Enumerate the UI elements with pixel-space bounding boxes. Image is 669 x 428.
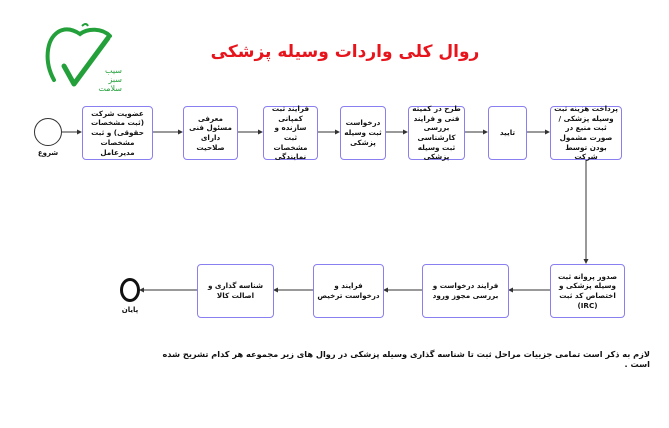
logo-line: سیب [105, 66, 122, 75]
step-box [197, 264, 274, 318]
start-node [34, 118, 62, 146]
end-label: پایان [121, 306, 139, 314]
logo-line: سلامت [98, 84, 122, 93]
step-box [422, 264, 509, 318]
step-box [408, 103, 465, 162]
step-box [263, 103, 318, 162]
step-label: صدور پروانه ثبت وسیله پزشکی و اختصاص کد ثبت (IRC) [557, 271, 618, 310]
step-label: فرایند ثبت کمپانی سازنده و ثبت مشخصات نمایندگی [271, 103, 310, 162]
page-title: روال کلی واردات وسیله پزشکی [210, 42, 480, 62]
step-label: معرفی مسئول فنی دارای صلاحیت [189, 113, 232, 152]
footer-note: لازم به ذکر است تمامی جزییات مراحل ثبت تا شناسه گذاری وسیله پزشکی در روال های زیر مجموعه هر کدام تشریح شده است . [162, 349, 650, 369]
step-box [340, 106, 386, 160]
step-label: تایید [499, 128, 516, 138]
step-label: طرح در کمیته فنی و فرایند بررسی کارشناسی ثبت وسیله پزشکی [412, 103, 461, 162]
step-label: فرایند و درخواست ترخیص [317, 281, 380, 300]
step-label: عضویت شرکت (ثبت مشخصات حقوقی) و ثبت مشخصات مدیرعامل [91, 108, 144, 157]
step-box [82, 106, 153, 160]
end-node [120, 278, 140, 302]
step-label: پرداخت هزینه ثبت وسیله پزشکی / ثبت منبع در صورت مشمول بودن توسط شرکت [554, 103, 618, 162]
start-label: شروع [37, 149, 59, 157]
step-box [550, 264, 625, 318]
step-box [183, 106, 238, 160]
step-label: شناسه گذاری و اصالت کالا [207, 281, 264, 300]
step-label: فرایند درخواست و بررسی مجوز ورود [432, 281, 499, 300]
step-box [313, 264, 384, 318]
logo-line: سبز [108, 75, 122, 84]
step-box [550, 103, 622, 162]
step-box [488, 106, 527, 160]
step-label: درخواست ثبت وسیله پزشکی [344, 118, 382, 147]
